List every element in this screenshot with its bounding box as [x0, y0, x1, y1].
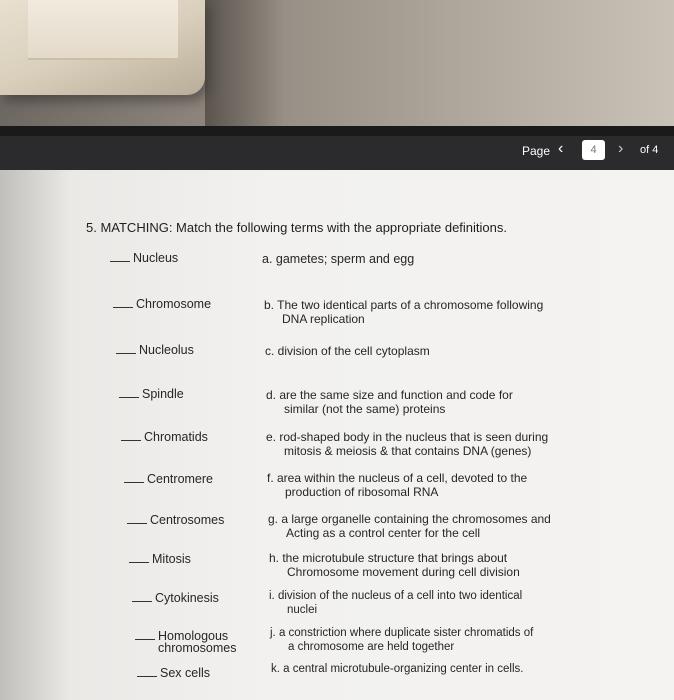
definition-line: a. gametes; sperm and egg: [262, 252, 415, 266]
definition-item: [271, 662, 523, 676]
definition-item: [264, 298, 543, 326]
answer-blank: [135, 639, 155, 640]
definition-line: f. area within the nucleus of a cell, devoted to the: [267, 471, 528, 485]
definition-line-continued: a chromosome are held together: [288, 641, 455, 653]
definition-line-continued: nuclei: [287, 604, 318, 616]
page-total: of 4: [640, 144, 659, 156]
wall-object-panel: [28, 0, 178, 60]
definition-item: [265, 344, 430, 358]
wall-object: [0, 0, 205, 95]
definition-item: [270, 626, 533, 654]
definition-item: [267, 471, 527, 499]
answer-blank: [132, 601, 152, 602]
term-item: [116, 344, 194, 356]
document-shadow: [0, 170, 70, 700]
monitor-bezel: [0, 126, 674, 136]
wall-shadow: [205, 0, 285, 130]
definition-line-continued: Chromosome movement during cell division: [287, 565, 520, 579]
definition-line: k. a central microtubule-organizing center in cells.: [271, 663, 524, 675]
term-item: [127, 514, 224, 526]
chevron-right-icon[interactable]: ›: [618, 140, 624, 157]
definition-line: b. The two identical parts of a chromosome following: [264, 298, 544, 312]
answer-blank: [121, 440, 141, 441]
chevron-left-icon[interactable]: ‹: [558, 140, 564, 157]
term-label: Centrosomes: [150, 513, 225, 527]
definition-item: [268, 512, 551, 540]
viewer-toolbar: [0, 136, 674, 170]
term-label: Cytokinesis: [155, 591, 219, 605]
definition-item: [266, 430, 548, 458]
answer-blank: [129, 562, 149, 563]
term-item: [119, 388, 184, 400]
term-label: Mitosis: [152, 552, 191, 566]
page-label: Page: [522, 144, 551, 158]
definition-line-continued: Acting as a control center for the cell: [286, 526, 481, 540]
term-label: Nucleus: [133, 251, 179, 265]
definition-item: [266, 388, 513, 416]
definition-item: [269, 551, 520, 579]
answer-blank: [127, 523, 147, 524]
definition-line: e. rod-shaped body in the nucleus that is seen during: [266, 430, 549, 444]
definition-item: [262, 252, 414, 266]
definition-line-continued: similar (not the same) proteins: [284, 402, 446, 416]
answer-blank: [116, 353, 136, 354]
term-item: [124, 473, 213, 485]
term-label: Chromosome: [136, 297, 212, 311]
definition-line-continued: DNA replication: [282, 312, 365, 326]
answer-blank: [113, 307, 133, 308]
definition-line-continued: mitosis & meiosis & that contains DNA (genes): [284, 444, 532, 458]
term-label: Chromatids: [144, 430, 208, 444]
term-item: [113, 298, 211, 310]
answer-blank: [137, 676, 157, 677]
definition-line: h. the microtubule structure that brings about: [269, 551, 508, 565]
term-item: [110, 252, 178, 264]
term-label-continued: chromosomes: [158, 641, 237, 655]
definition-line: c. division of the cell cytoplasm: [265, 344, 430, 358]
definition-line: j. a constriction where duplicate sister chromatids of: [270, 627, 534, 639]
term-item: [121, 431, 208, 443]
term-item: [129, 553, 191, 565]
term-label: Nucleolus: [139, 343, 194, 357]
definition-item: [269, 589, 522, 617]
definition-line-continued: production of ribosomal RNA: [285, 485, 439, 499]
term-label: Centromere: [147, 472, 213, 486]
page-number-input[interactable]: 4: [582, 140, 605, 160]
definition-line: i. division of the nucleus of a cell into two identical: [269, 590, 523, 602]
term-label: Spindle: [142, 387, 184, 401]
definition-line: g. a large organelle containing the chromosomes and: [268, 512, 551, 526]
answer-blank: [124, 482, 144, 483]
answer-blank: [119, 397, 139, 398]
term-item: [137, 667, 210, 679]
answer-blank: [110, 261, 130, 262]
question-heading: 5. MATCHING: Match the following terms with the appropriate definitions.: [86, 220, 507, 235]
definition-line: d. are the same size and function and code for: [266, 388, 513, 402]
term-label: Homologous: [158, 629, 229, 643]
term-item: [132, 592, 219, 604]
term-label: Sex cells: [160, 666, 211, 680]
